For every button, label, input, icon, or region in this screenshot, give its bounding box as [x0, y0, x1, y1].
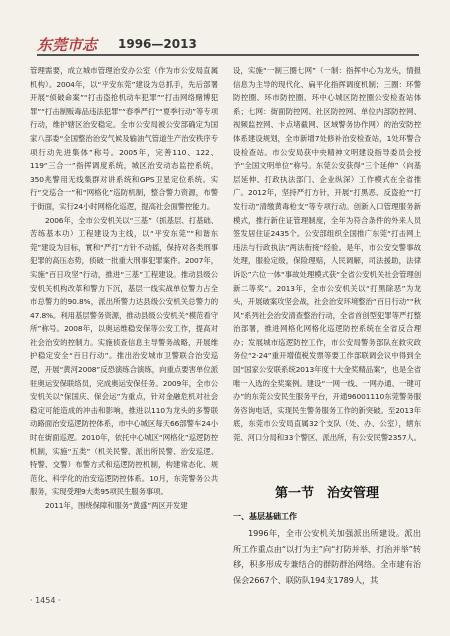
right-column	[233, 64, 421, 445]
paragraph: 2006年，全市公安机关以“三基”（抓基层、打基础、苦练基本功）工程建设为主线，以“平安东莞”“和谐东莞”建设为目标，實和“严打”方针不动摇，保持对各类刑事犯罪的高压态势，侦破一批重大刑事犯罪案件。2007年，实施“百日攻坚”行动，推进“三基”工程建设。推动县级公安机关机构改革和警力下沉，基层一线实战单位警力占全市总警力的90.8%，派出所警力达县级公安机关总警力的47.8%。利用基层警务资源，推动县级公安机关“模范看守所”称号。2008年，以奥运维稳安保等公安工作，提高对社会治安的控制力。实施侦查信息主导警务战略，开展维护稳定安全“百日行动”。推出治安城市卫警联合治安巡逻，开展“黄河2008”反恐演练合演练，向重点要害单位派驻奥运安保联络员，完成奥运安保任务。2009年，全市公安机关以“保国庆、保会运”为重点，针对金融危机对社会稳定可能造成的冲击和影响，推进以110为龙头的多警联动路面治安巡逻防控体系，市中心城区每天66部警车24小时在街面巡逻。2010年，依托中心城区“网格化”巡逻防控机制，实施“五类”（机关民警、派出所民警、治安巡逻、特警、交警）布警方式和巡逻防控机制，构建常态化、规范化、科学化的治安巡逻防控体系。10月，东莞警务公共服务，实现受理9大类95项民生服务事项。	[30, 215, 218, 497]
book-title-logo: 东莞市志	[37, 36, 98, 54]
left-column	[30, 64, 218, 513]
section-title: 第一节 治安管理	[274, 486, 379, 501]
page-number: · 1454 ·	[30, 596, 61, 605]
section-body	[233, 526, 421, 588]
paragraph: 管理需要，成立城市管理治安办公室（作为市公安局直属机构）。2004年，以“平安东莞”建设为总抓手，先后部署开展“侦破命案”“打击盗抢机动车犯罪”“打击网络赌博犯罪”“打击制贩毒品违法犯罪”“春季严打”“夏季行动”等专项行动，维护辖区治安稳定。全市公安局被公安部确定为国家八部委“全国整治治安气候及输油气管道生产治安秩序专项行动先进集体”称号。2005年，完善110、122、119“三合一”指挥调度系统，城区治安动态监控系统，350兆警用无线集群对讲系统和GPS卫星定位系统。实行“交巡合一”和“网格化”巡防机制，整合警力资源，布警于街面，实行24小时网格化巡逻，提高社会面警控能力。	[30, 66, 218, 211]
subheading: 一、基层基础工作	[233, 512, 297, 521]
year-range: 1996—2013	[118, 37, 197, 51]
paragraph: 2011年，围绕保障和服务“黄盛”两区开发建	[45, 501, 188, 510]
paragraph: 1996年，全市公安机关加强派出所建设。派出所工作重点由“以打为主”向“打防并举、打治并举”转移，积多形成专兼结合的群防群治网络。全市建有治保会2667个、联防队194支1789人，其	[233, 528, 421, 585]
paragraph: 设，实施“一制三圈七网”（一制：指挥中心为龙头，情报信息为主导的现代化、扁平化指挥调度机制；三圈：环警防控圈、环市防控圈、环中心城区防控圈公安检查站体系；七网：街面防控网、社区防控网、单位内部防控网、视频监控网、卡点堵截网、区域警务协作网）的治安防控体系建设规划，全市新增7处修补治安检查站，1处环警合设检查站。市公安局获中央精神文明建设指导委员会授予“全国文明单位”称号。东莞公安获得“三个延伸”（向基层延伸、打政执法部门、企业纵深）工作模式在全省推广。2012年，坚持严打方针，开展“打黑恶、反盗抢”“打发行动”清缴黄毒枪支“等专项行动。创新入口管理服务新模式，推行新住证管理制度，全年为符合条件的外来人员签发居住证2435个。公安部组织全国推广东莞“打击网上违法与行政执法”两法衔接“经验。是年，市公安交警事故处理，服验定级，保险理赔，人民调解，司法援助，法律诉讼”六位一体“事故处理模式获“全省公安机关社会管理创新二等奖”。2013年，全市公安机关以“打黑除恶”为龙头，开展破案攻坚会战，社会治安环境整治“百日行动”“秋风”系列社会治安清查整治行动，全省首创型犯罪等严打整治部署，推进网格化网格化巡逻防控系统在全省反合理办；发展城市巡逻防控工作，市公安局警务部队在救灾政务位“2·24”重开增值税发票等要工作部联调会议中得到全国“国家公安联系统2013年度十大金奖精品案”，也是全省唯一入选的全奖案例。建设“一网一线、一网办通、一键可办”的东莞公安民生服务平台，开通96001110东莞警务服务咨询电话，实现民生警务服务工作的新突破。至2013年底，东莞市公安局直属32个支队（处、办、公室），辖东莞、河口分局和33个警区、派出所，有公安民警2357人。	[233, 66, 422, 443]
page-header	[0, 0, 450, 54]
header-rule	[37, 54, 419, 56]
